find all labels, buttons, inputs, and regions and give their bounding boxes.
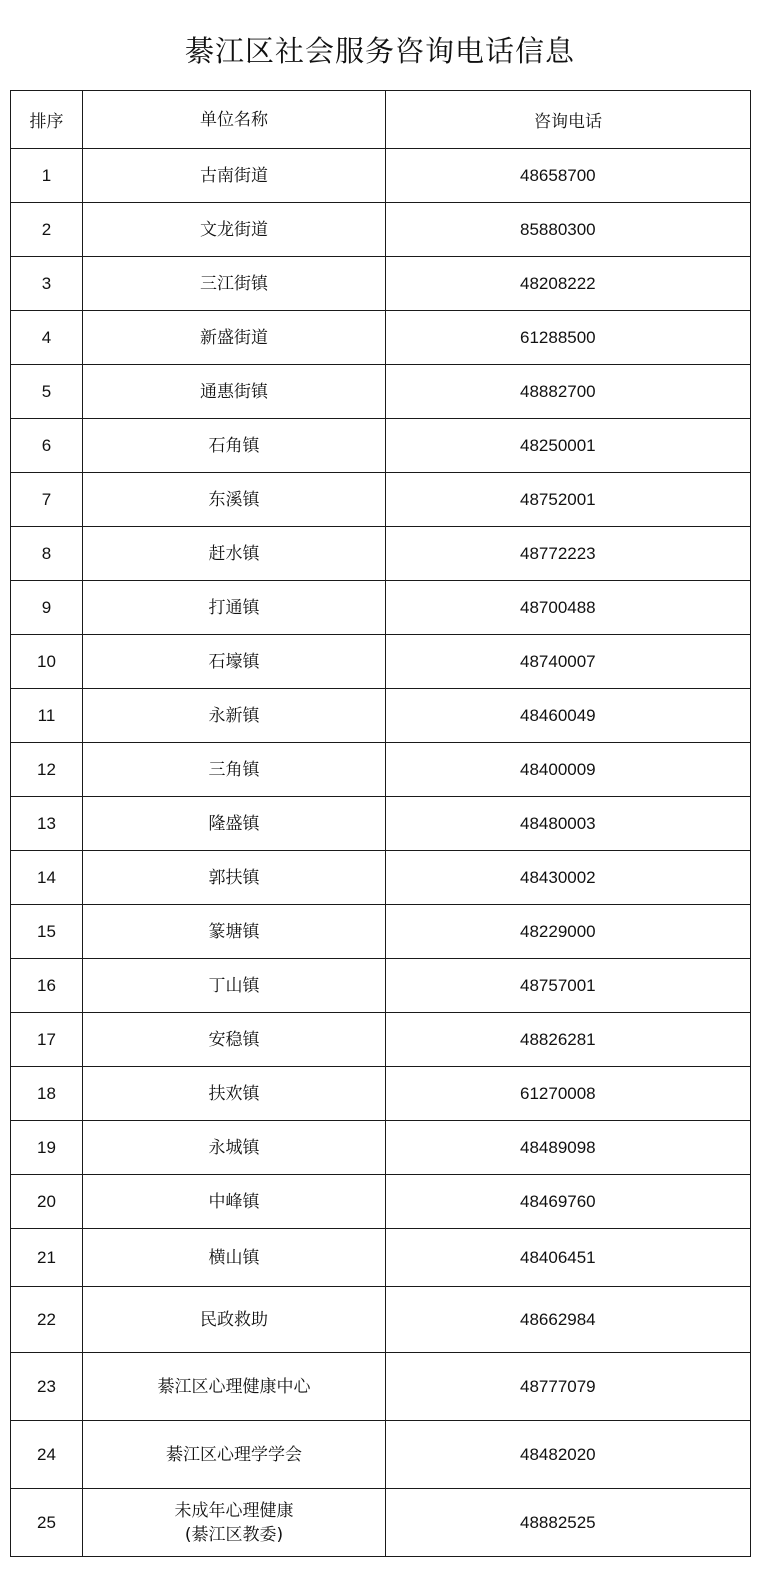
table-row xyxy=(11,635,751,689)
table-row xyxy=(11,1421,751,1489)
row-phone-number: 48752001 xyxy=(386,473,751,527)
table-row xyxy=(11,1287,751,1353)
row-unit-name: 郭扶镇 xyxy=(83,851,386,905)
row-unit-name xyxy=(83,1489,386,1557)
row-phone-number: 48480003 xyxy=(386,797,751,851)
row-seq: 8 xyxy=(11,527,83,581)
row-unit-name: 石壕镇 xyxy=(83,635,386,689)
table-row xyxy=(11,419,751,473)
row-phone-number: 48777079 xyxy=(386,1353,751,1421)
table-row xyxy=(11,311,751,365)
row-unit-name: 扶欢镇 xyxy=(83,1067,386,1121)
row-phone-number: 48406451 xyxy=(386,1229,751,1287)
phone-table xyxy=(10,90,751,1557)
table-row xyxy=(11,149,751,203)
row-phone-number: 48658700 xyxy=(386,149,751,203)
row-seq: 1 xyxy=(11,149,83,203)
row-phone-number: 48882525 xyxy=(386,1489,751,1557)
row-unit-name: 古南街道 xyxy=(83,149,386,203)
row-phone-number: 48400009 xyxy=(386,743,751,797)
row-phone-number: 48250001 xyxy=(386,419,751,473)
row-phone-number: 48740007 xyxy=(386,635,751,689)
table-row xyxy=(11,527,751,581)
table-row xyxy=(11,959,751,1013)
row-seq: 3 xyxy=(11,257,83,311)
row-unit-name: 三江街镇 xyxy=(83,257,386,311)
row-seq: 2 xyxy=(11,203,83,257)
table-row xyxy=(11,689,751,743)
row-seq: 19 xyxy=(11,1121,83,1175)
row-phone-number: 48208222 xyxy=(386,257,751,311)
row-unit-name: 东溪镇 xyxy=(83,473,386,527)
row-seq: 22 xyxy=(11,1287,83,1353)
row-seq: 5 xyxy=(11,365,83,419)
table-row xyxy=(11,1489,751,1557)
row-seq: 6 xyxy=(11,419,83,473)
row-phone-number: 48826281 xyxy=(386,1013,751,1067)
row-unit-name: 赶水镇 xyxy=(83,527,386,581)
row-seq: 14 xyxy=(11,851,83,905)
row-unit-name-line1: 未成年心理健康 xyxy=(174,1500,294,1521)
table-row xyxy=(11,797,751,851)
row-unit-name: 石角镇 xyxy=(83,419,386,473)
row-phone-number: 48469760 xyxy=(386,1175,751,1229)
row-unit-name: 丁山镇 xyxy=(83,959,386,1013)
row-unit-name: 永城镇 xyxy=(83,1121,386,1175)
row-phone-number: 48662984 xyxy=(386,1287,751,1353)
row-unit-name: 綦江区心理健康中心 xyxy=(83,1353,386,1421)
table-row xyxy=(11,581,751,635)
row-phone-number: 48482020 xyxy=(386,1421,751,1489)
table-row xyxy=(11,1013,751,1067)
row-unit-name-line2: (綦江区教委) xyxy=(184,1524,284,1545)
row-phone-number: 48430002 xyxy=(386,851,751,905)
table-row xyxy=(11,1067,751,1121)
row-unit-name: 打通镇 xyxy=(83,581,386,635)
row-seq: 18 xyxy=(11,1067,83,1121)
table-row xyxy=(11,203,751,257)
row-phone-number: 85880300 xyxy=(386,203,751,257)
table-row xyxy=(11,743,751,797)
row-phone-number: 48489098 xyxy=(386,1121,751,1175)
row-unit-name: 新盛街道 xyxy=(83,311,386,365)
table-row xyxy=(11,905,751,959)
row-seq: 17 xyxy=(11,1013,83,1067)
row-phone-number: 48700488 xyxy=(386,581,751,635)
table-row xyxy=(11,1229,751,1287)
table-row xyxy=(11,1121,751,1175)
row-unit-name: 横山镇 xyxy=(83,1229,386,1287)
table-row xyxy=(11,1175,751,1229)
table-header-row xyxy=(11,91,751,149)
row-seq: 7 xyxy=(11,473,83,527)
row-unit-name: 三角镇 xyxy=(83,743,386,797)
table-row xyxy=(11,257,751,311)
row-seq: 25 xyxy=(11,1489,83,1557)
row-unit-name: 民政救助 xyxy=(83,1287,386,1353)
row-seq: 10 xyxy=(11,635,83,689)
header-phone: 咨询电话 xyxy=(386,91,751,149)
row-unit-name: 永新镇 xyxy=(83,689,386,743)
row-seq: 11 xyxy=(11,689,83,743)
row-seq: 15 xyxy=(11,905,83,959)
row-unit-name: 文龙街道 xyxy=(83,203,386,257)
row-unit-name: 隆盛镇 xyxy=(83,797,386,851)
row-seq: 20 xyxy=(11,1175,83,1229)
row-seq: 24 xyxy=(11,1421,83,1489)
row-seq: 13 xyxy=(11,797,83,851)
row-phone-number: 48772223 xyxy=(386,527,751,581)
table-row xyxy=(11,473,751,527)
row-seq: 21 xyxy=(11,1229,83,1287)
row-seq: 9 xyxy=(11,581,83,635)
row-phone-number: 48229000 xyxy=(386,905,751,959)
row-seq: 4 xyxy=(11,311,83,365)
row-seq: 23 xyxy=(11,1353,83,1421)
row-phone-number: 48460049 xyxy=(386,689,751,743)
row-unit-name: 安稳镇 xyxy=(83,1013,386,1067)
row-unit-name: 篆塘镇 xyxy=(83,905,386,959)
header-seq: 排序 xyxy=(11,91,83,149)
row-phone-number: 48882700 xyxy=(386,365,751,419)
row-unit-name: 中峰镇 xyxy=(83,1175,386,1229)
row-unit-name: 通惠街镇 xyxy=(83,365,386,419)
row-phone-number: 48757001 xyxy=(386,959,751,1013)
table-row xyxy=(11,851,751,905)
row-phone-number: 61288500 xyxy=(386,311,751,365)
table-row xyxy=(11,1353,751,1421)
page-title: 綦江区社会服务咨询电话信息 xyxy=(184,34,575,68)
row-phone-number: 61270008 xyxy=(386,1067,751,1121)
row-seq: 12 xyxy=(11,743,83,797)
row-seq: 16 xyxy=(11,959,83,1013)
header-name: 单位名称 xyxy=(83,91,386,149)
table-row xyxy=(11,365,751,419)
table-body xyxy=(11,149,751,1557)
row-unit-name: 綦江区心理学学会 xyxy=(83,1421,386,1489)
